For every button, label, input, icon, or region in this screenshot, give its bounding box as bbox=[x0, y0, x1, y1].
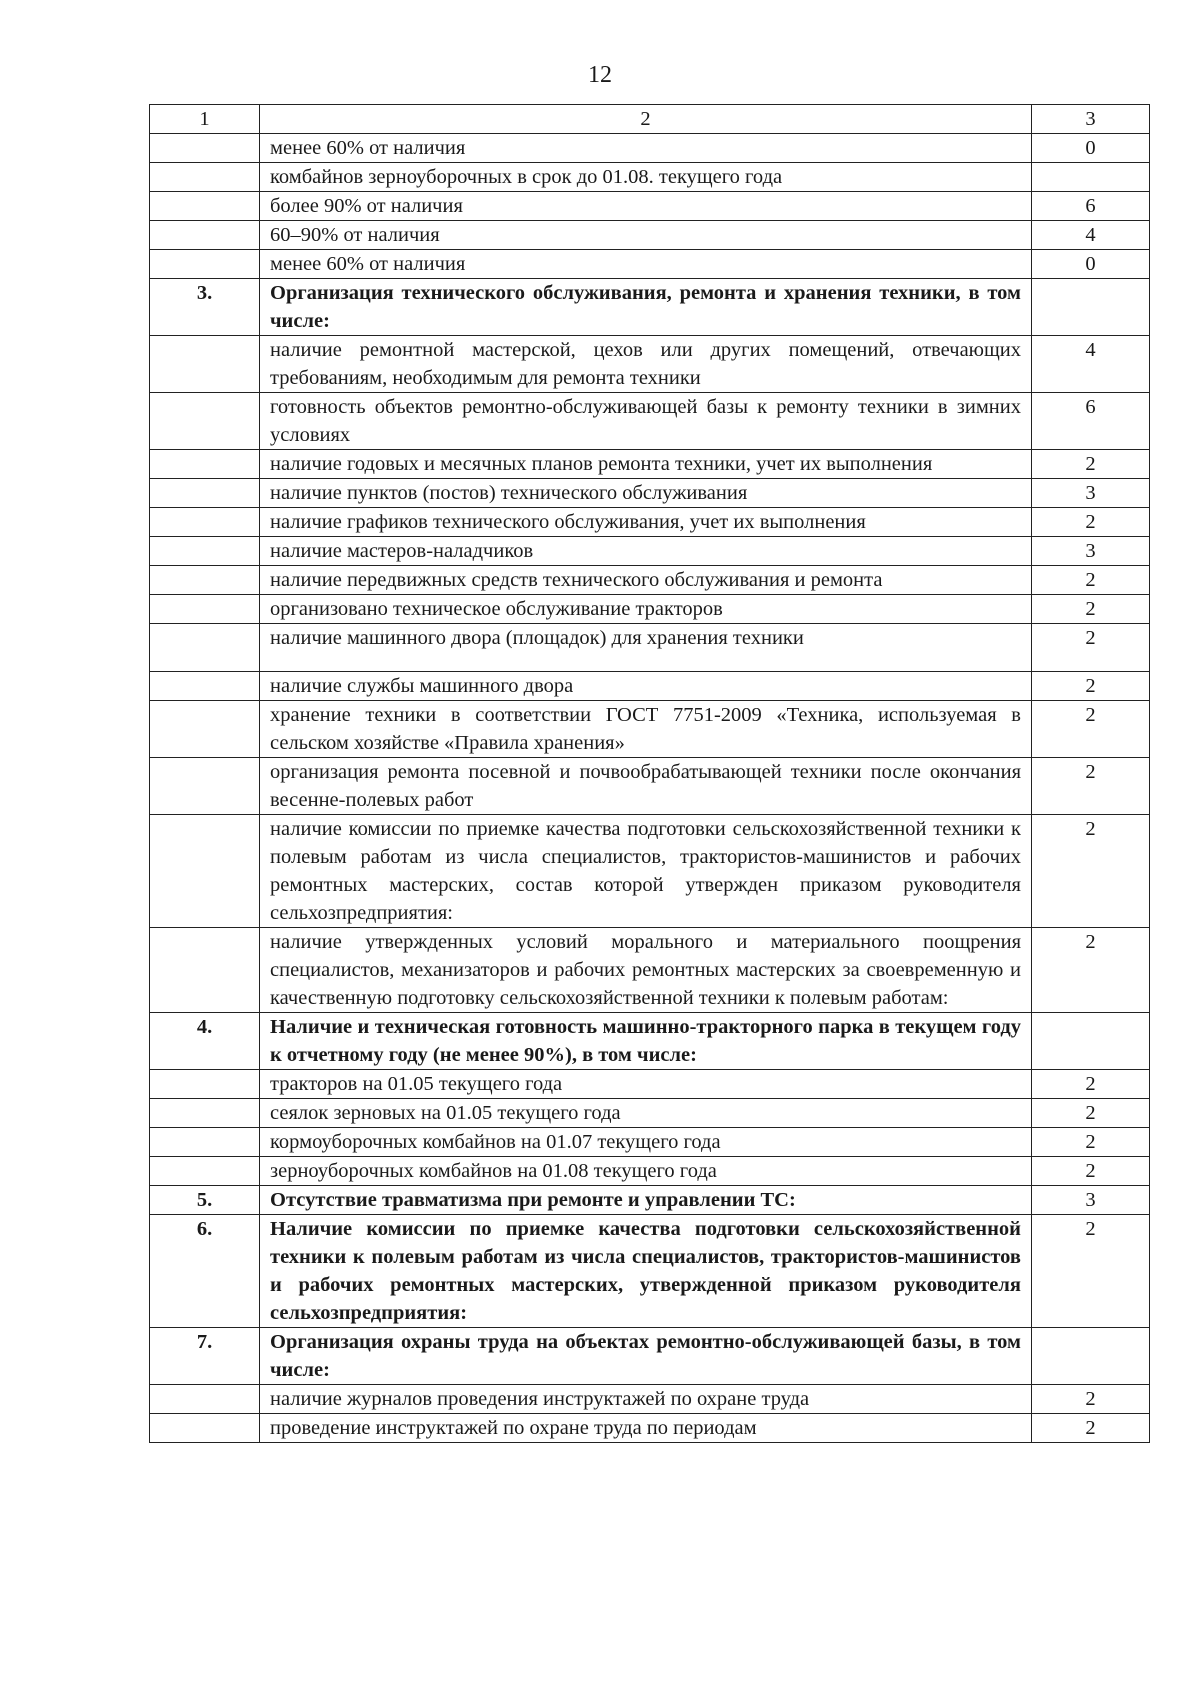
table-row bbox=[150, 595, 1150, 624]
row-points: 6 bbox=[1032, 393, 1150, 450]
table-row bbox=[150, 815, 1150, 928]
row-points: 3 bbox=[1032, 537, 1150, 566]
row-criterion-text: Организация технического обслуживания, ремонта и хранения техники, в том числе: bbox=[260, 279, 1032, 336]
row-number bbox=[150, 624, 260, 672]
table-row bbox=[150, 1013, 1150, 1070]
row-number bbox=[150, 1099, 260, 1128]
row-points: 2 bbox=[1032, 672, 1150, 701]
table-row bbox=[150, 1328, 1150, 1385]
row-points: 2 bbox=[1032, 1070, 1150, 1099]
row-number bbox=[150, 393, 260, 450]
row-points: 3 bbox=[1032, 479, 1150, 508]
table-row bbox=[150, 701, 1150, 758]
row-criterion-text: проведение инструктажей по охране труда по периодам bbox=[260, 1414, 1032, 1443]
row-criterion-text: готовность объектов ремонтно-обслуживающей базы к ремонту техники в зимних условиях bbox=[260, 393, 1032, 450]
row-criterion-text: тракторов на 01.05 текущего года bbox=[260, 1070, 1032, 1099]
row-number bbox=[150, 1070, 260, 1099]
row-number bbox=[150, 250, 260, 279]
row-number bbox=[150, 815, 260, 928]
table-row bbox=[150, 450, 1150, 479]
row-number: 5. bbox=[150, 1186, 260, 1215]
row-number: 4. bbox=[150, 1013, 260, 1070]
row-number bbox=[150, 1414, 260, 1443]
row-points bbox=[1032, 1013, 1150, 1070]
criteria-table bbox=[149, 104, 1150, 1443]
row-points: 2 bbox=[1032, 508, 1150, 537]
row-points: 2 bbox=[1032, 1385, 1150, 1414]
row-criterion-text: наличие графиков технического обслуживания, учет их выполнения bbox=[260, 508, 1032, 537]
row-number bbox=[150, 1128, 260, 1157]
row-criterion-text: организовано техническое обслуживание тракторов bbox=[260, 595, 1032, 624]
row-number bbox=[150, 336, 260, 393]
row-criterion-text: наличие журналов проведения инструктажей по охране труда bbox=[260, 1385, 1032, 1414]
row-points: 2 bbox=[1032, 815, 1150, 928]
table-row bbox=[150, 672, 1150, 701]
row-number bbox=[150, 928, 260, 1013]
row-criterion-text: Наличие и техническая готовность машинно-тракторного парка в текущем году к отчетному году (не менее 90%), в том числе: bbox=[260, 1013, 1032, 1070]
row-points: 2 bbox=[1032, 595, 1150, 624]
row-points: 2 bbox=[1032, 701, 1150, 758]
page-number: 12 bbox=[588, 62, 612, 88]
row-points: 2 bbox=[1032, 1128, 1150, 1157]
row-points: 0 bbox=[1032, 250, 1150, 279]
row-points: 4 bbox=[1032, 221, 1150, 250]
row-criterion-text: наличие службы машинного двора bbox=[260, 672, 1032, 701]
table-row bbox=[150, 1414, 1150, 1443]
table-row bbox=[150, 479, 1150, 508]
header-col-3: 3 bbox=[1032, 105, 1150, 134]
row-number bbox=[150, 479, 260, 508]
row-points: 2 bbox=[1032, 928, 1150, 1013]
table-row bbox=[150, 1070, 1150, 1099]
row-criterion-text: наличие ремонтной мастерской, цехов или других помещений, отвечающих требованиям, необходимым для ремонта техники bbox=[260, 336, 1032, 393]
table-row bbox=[150, 192, 1150, 221]
row-points: 2 bbox=[1032, 1099, 1150, 1128]
row-criterion-text: более 90% от наличия bbox=[260, 192, 1032, 221]
row-number: 6. bbox=[150, 1215, 260, 1328]
row-number bbox=[150, 537, 260, 566]
row-number bbox=[150, 1157, 260, 1186]
row-number bbox=[150, 221, 260, 250]
row-points: 2 bbox=[1032, 1414, 1150, 1443]
row-criterion-text: менее 60% от наличия bbox=[260, 250, 1032, 279]
row-number bbox=[150, 163, 260, 192]
row-points bbox=[1032, 1328, 1150, 1385]
row-number: 7. bbox=[150, 1328, 260, 1385]
row-points: 2 bbox=[1032, 566, 1150, 595]
header-col-1: 1 bbox=[150, 105, 260, 134]
table-row bbox=[150, 163, 1150, 192]
row-criterion-text: наличие машинного двора (площадок) для хранения техники bbox=[260, 624, 1032, 672]
row-criterion-text: менее 60% от наличия bbox=[260, 134, 1032, 163]
row-criterion-text: наличие годовых и месячных планов ремонта техники, учет их выполнения bbox=[260, 450, 1032, 479]
row-points bbox=[1032, 163, 1150, 192]
table-row bbox=[150, 566, 1150, 595]
row-number bbox=[150, 134, 260, 163]
row-number bbox=[150, 508, 260, 537]
row-criterion-text: наличие мастеров-наладчиков bbox=[260, 537, 1032, 566]
row-number bbox=[150, 758, 260, 815]
header-col-2: 2 bbox=[260, 105, 1032, 134]
table-row bbox=[150, 758, 1150, 815]
table-row bbox=[150, 1099, 1150, 1128]
row-points: 2 bbox=[1032, 1215, 1150, 1328]
table-row bbox=[150, 250, 1150, 279]
table-row bbox=[150, 134, 1150, 163]
row-criterion-text: Отсутствие травматизма при ремонте и управлении ТС: bbox=[260, 1186, 1032, 1215]
table-row bbox=[150, 1186, 1150, 1215]
row-points: 4 bbox=[1032, 336, 1150, 393]
row-criterion-text: Наличие комиссии по приемке качества подготовки сельскохозяйственной техники к полевым работам из числа специалистов, трактористов-машинистов и рабочих ремонтных мастерских, утвержденной приказом руководителя сельхозпредприятия: bbox=[260, 1215, 1032, 1328]
row-points: 6 bbox=[1032, 192, 1150, 221]
row-points: 2 bbox=[1032, 624, 1150, 672]
row-criterion-text: кормоуборочных комбайнов на 01.07 текущего года bbox=[260, 1128, 1032, 1157]
row-criterion-text: сеялок зерновых на 01.05 текущего года bbox=[260, 1099, 1032, 1128]
table-row bbox=[150, 336, 1150, 393]
row-criterion-text: наличие утвержденных условий морального и материального поощрения специалистов, механизаторов и рабочих ремонтных мастерских за своевременную и качественную подготовку сельскохозяйственной техники к полевым работам: bbox=[260, 928, 1032, 1013]
row-criterion-text: организация ремонта посевной и почвообрабатывающей техники после окончания весенне-полевых работ bbox=[260, 758, 1032, 815]
table-row bbox=[150, 537, 1150, 566]
table-row bbox=[150, 393, 1150, 450]
row-criterion-text: наличие пунктов (постов) технического обслуживания bbox=[260, 479, 1032, 508]
row-number bbox=[150, 450, 260, 479]
row-criterion-text: наличие передвижных средств технического обслуживания и ремонта bbox=[260, 566, 1032, 595]
table-row bbox=[150, 928, 1150, 1013]
row-points: 2 bbox=[1032, 1157, 1150, 1186]
row-number: 3. bbox=[150, 279, 260, 336]
row-number bbox=[150, 701, 260, 758]
table-row bbox=[150, 221, 1150, 250]
table-row bbox=[150, 1215, 1150, 1328]
table-row bbox=[150, 279, 1150, 336]
row-number bbox=[150, 595, 260, 624]
row-number bbox=[150, 672, 260, 701]
row-points: 3 bbox=[1032, 1186, 1150, 1215]
table-row bbox=[150, 1157, 1150, 1186]
row-number bbox=[150, 1385, 260, 1414]
table-row bbox=[150, 624, 1150, 672]
row-points bbox=[1032, 279, 1150, 336]
table-row bbox=[150, 1385, 1150, 1414]
row-criterion-text: 60–90% от наличия bbox=[260, 221, 1032, 250]
row-points: 2 bbox=[1032, 450, 1150, 479]
row-criterion-text: наличие комиссии по приемке качества подготовки сельскохозяйственной техники к полевым работам из числа специалистов, трактористов-машинистов и рабочих ремонтных мастерских, состав которой утвержден приказом руководителя сельхозпредприятия: bbox=[260, 815, 1032, 928]
row-number bbox=[150, 566, 260, 595]
row-criterion-text: зерноуборочных комбайнов на 01.08 текущего года bbox=[260, 1157, 1032, 1186]
row-criterion-text: комбайнов зерноуборочных в срок до 01.08. текущего года bbox=[260, 163, 1032, 192]
row-points: 0 bbox=[1032, 134, 1150, 163]
table-row bbox=[150, 1128, 1150, 1157]
row-criterion-text: хранение техники в соответствии ГОСТ 7751-2009 «Техника, используемая в сельском хозяйстве «Правила хранения» bbox=[260, 701, 1032, 758]
table-header-row bbox=[150, 105, 1150, 134]
row-points: 2 bbox=[1032, 758, 1150, 815]
row-number bbox=[150, 192, 260, 221]
row-criterion-text: Организация охраны труда на объектах ремонтно-обслуживающей базы, в том числе: bbox=[260, 1328, 1032, 1385]
table-row bbox=[150, 508, 1150, 537]
